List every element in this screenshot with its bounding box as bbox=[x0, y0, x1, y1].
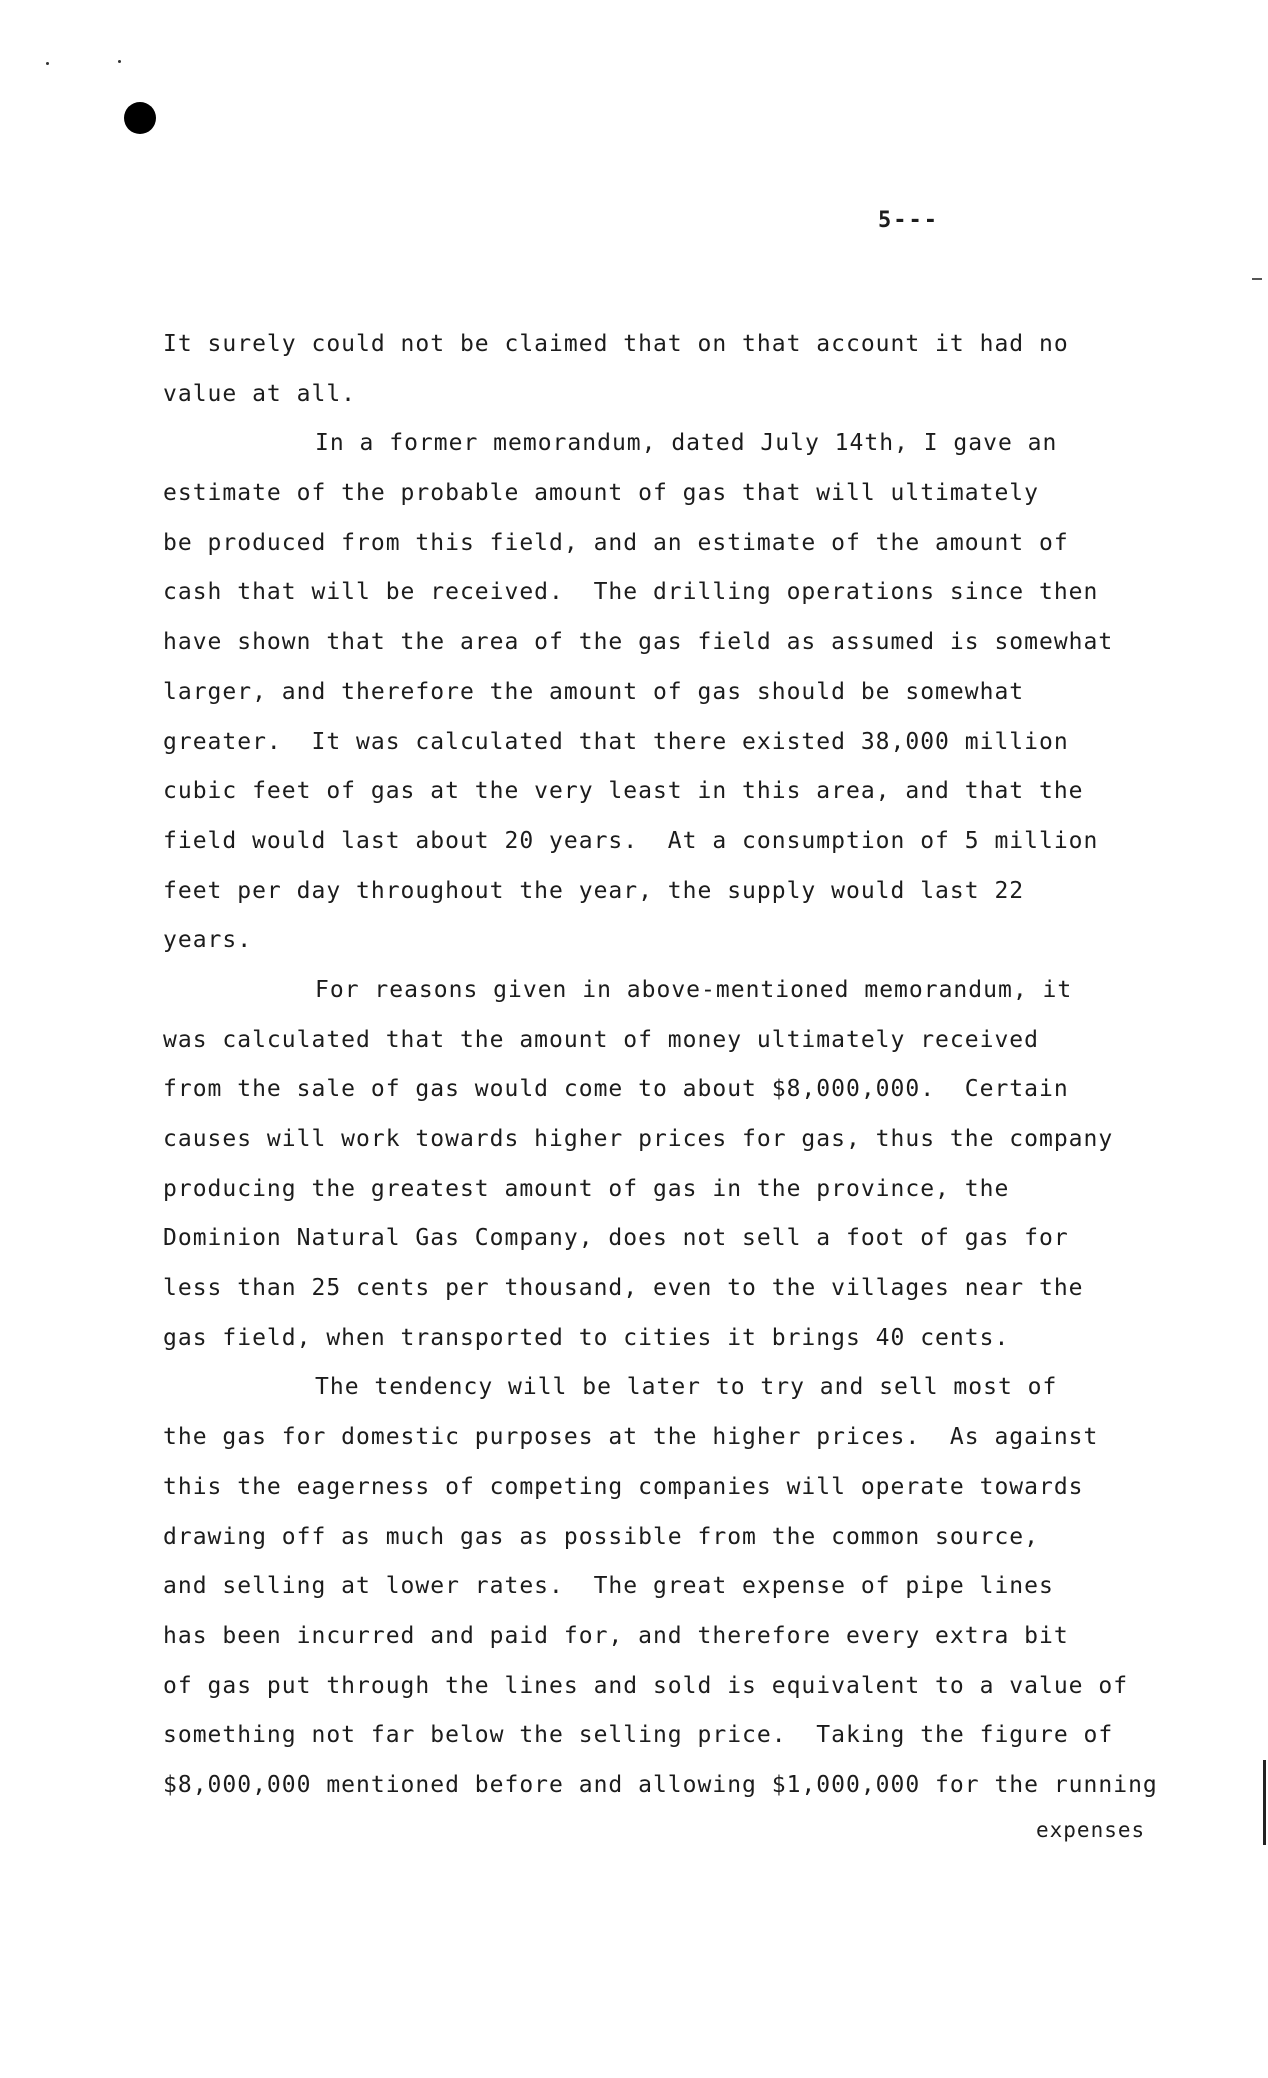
text-line: The tendency will be later to try and sell most of bbox=[315, 1374, 1058, 1401]
page-number: 5--- bbox=[878, 208, 939, 233]
text-line: producing the greatest amount of gas in the province, the bbox=[163, 1175, 1010, 1202]
text-line: this the eagerness of competing companies will operate towards bbox=[163, 1473, 1084, 1500]
text-line: field would last about 20 years. At a consumption of 5 million bbox=[163, 827, 1099, 854]
text-line: less than 25 cents per thousand, even to the villages near the bbox=[163, 1275, 1084, 1302]
text-line: It surely could not be claimed that on that account it had no bbox=[163, 331, 1069, 357]
text-line: have shown that the area of the gas field as assumed is somewhat bbox=[163, 629, 1114, 656]
text-line: has been incurred and paid for, and therefore every extra bit bbox=[163, 1622, 1069, 1649]
scan-speck bbox=[118, 60, 121, 63]
text-line: value at all. bbox=[163, 380, 357, 407]
text-line: of gas put through the lines and sold is equivalent to a value of bbox=[163, 1672, 1129, 1699]
text-line: causes will work towards higher prices for gas, thus the company bbox=[163, 1126, 1114, 1152]
edge-tick bbox=[1252, 278, 1262, 280]
body-text bbox=[163, 320, 1163, 1811]
text-line: greater. It was calculated that there existed 38,000 million bbox=[163, 728, 1069, 755]
text-line: larger, and therefore the amount of gas should be somewhat bbox=[163, 678, 1025, 705]
punch-hole-mark bbox=[124, 102, 156, 134]
text-line: be produced from this field, and an estimate of the amount of bbox=[163, 529, 1069, 556]
text-line: and selling at lower rates. The great expense of pipe lines bbox=[163, 1573, 1054, 1600]
text-line: cubic feet of gas at the very least in this area, and that the bbox=[163, 778, 1084, 805]
text-line: from the sale of gas would come to about $8,000,000. Certain bbox=[163, 1076, 1069, 1103]
text-line: the gas for domestic purposes at the higher prices. As against bbox=[163, 1424, 1099, 1451]
text-line: drawing off as much gas as possible from the common source, bbox=[163, 1523, 1039, 1550]
text-line: Dominion Natural Gas Company, does not sell a foot of gas for bbox=[163, 1225, 1069, 1252]
text-line: feet per day throughout the year, the supply would last 22 bbox=[163, 877, 1025, 904]
text-line: estimate of the probable amount of gas that will ultimately bbox=[163, 480, 1039, 507]
text-line: cash that will be received. The drilling operations since then bbox=[163, 579, 1099, 606]
scan-speck bbox=[46, 62, 49, 65]
catchword: expenses bbox=[1036, 1818, 1146, 1842]
text-line: For reasons given in above-mentioned memorandum, it bbox=[315, 976, 1073, 1003]
text-line: was calculated that the amount of money ultimately received bbox=[163, 1026, 1039, 1053]
text-line: gas field, when transported to cities it brings 40 cents. bbox=[163, 1324, 1010, 1351]
text-line: years. bbox=[163, 927, 253, 954]
text-line: $8,000,000 mentioned before and allowing $1,000,000 for the running bbox=[163, 1771, 1158, 1798]
text-line: something not far below the selling price. Taking the figure of bbox=[163, 1722, 1114, 1749]
edge-mark bbox=[1263, 1760, 1266, 1845]
text-line: In a former memorandum, dated July 14th, I gave an bbox=[315, 430, 1058, 457]
